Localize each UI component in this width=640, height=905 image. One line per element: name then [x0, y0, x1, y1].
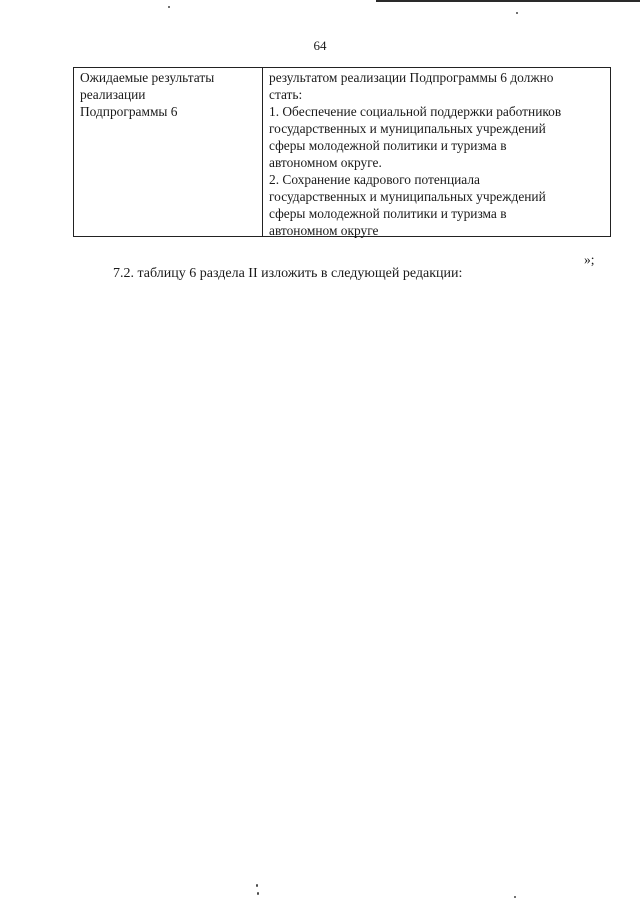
- table-content-line: автономном округе.: [269, 155, 382, 170]
- table-label-line: Подпрограммы 6: [80, 104, 178, 119]
- table-content-line: государственных и муниципальных учреждений: [269, 189, 546, 204]
- table-content-line: автономном округе: [269, 223, 379, 238]
- scan-artifact-line: [376, 0, 640, 2]
- scan-artifact-speck: [168, 6, 170, 8]
- scan-artifact-speck: [256, 884, 258, 887]
- table-label-line: реализации: [80, 87, 146, 102]
- body-paragraph: 7.2. таблицу 6 раздела II изложить в следующей редакции:: [113, 266, 463, 281]
- table-content-line: сферы молодежной политики и туризма в: [269, 138, 507, 153]
- scan-artifact-speck: [516, 12, 518, 14]
- table-content-line: 2. Сохранение кадрового потенциала: [269, 172, 480, 187]
- scan-artifact-speck: [514, 896, 516, 898]
- table-label-line: Ожидаемые результаты: [80, 70, 215, 85]
- table-cell-content: [263, 68, 610, 236]
- document-table: [73, 67, 611, 237]
- page-number: 64: [313, 38, 327, 53]
- scan-artifact-speck: [257, 892, 259, 895]
- table-content-line: сферы молодежной политики и туризма в: [269, 206, 507, 221]
- table-content-line: 1. Обеспечение социальной поддержки работников: [269, 104, 562, 119]
- table-content-line: стать:: [269, 87, 303, 102]
- closing-quote: »;: [584, 252, 595, 267]
- table-cell-label: [74, 68, 263, 236]
- table-content-line: результатом реализации Подпрограммы 6 должно: [269, 70, 554, 85]
- table-content-line: государственных и муниципальных учреждений: [269, 121, 546, 136]
